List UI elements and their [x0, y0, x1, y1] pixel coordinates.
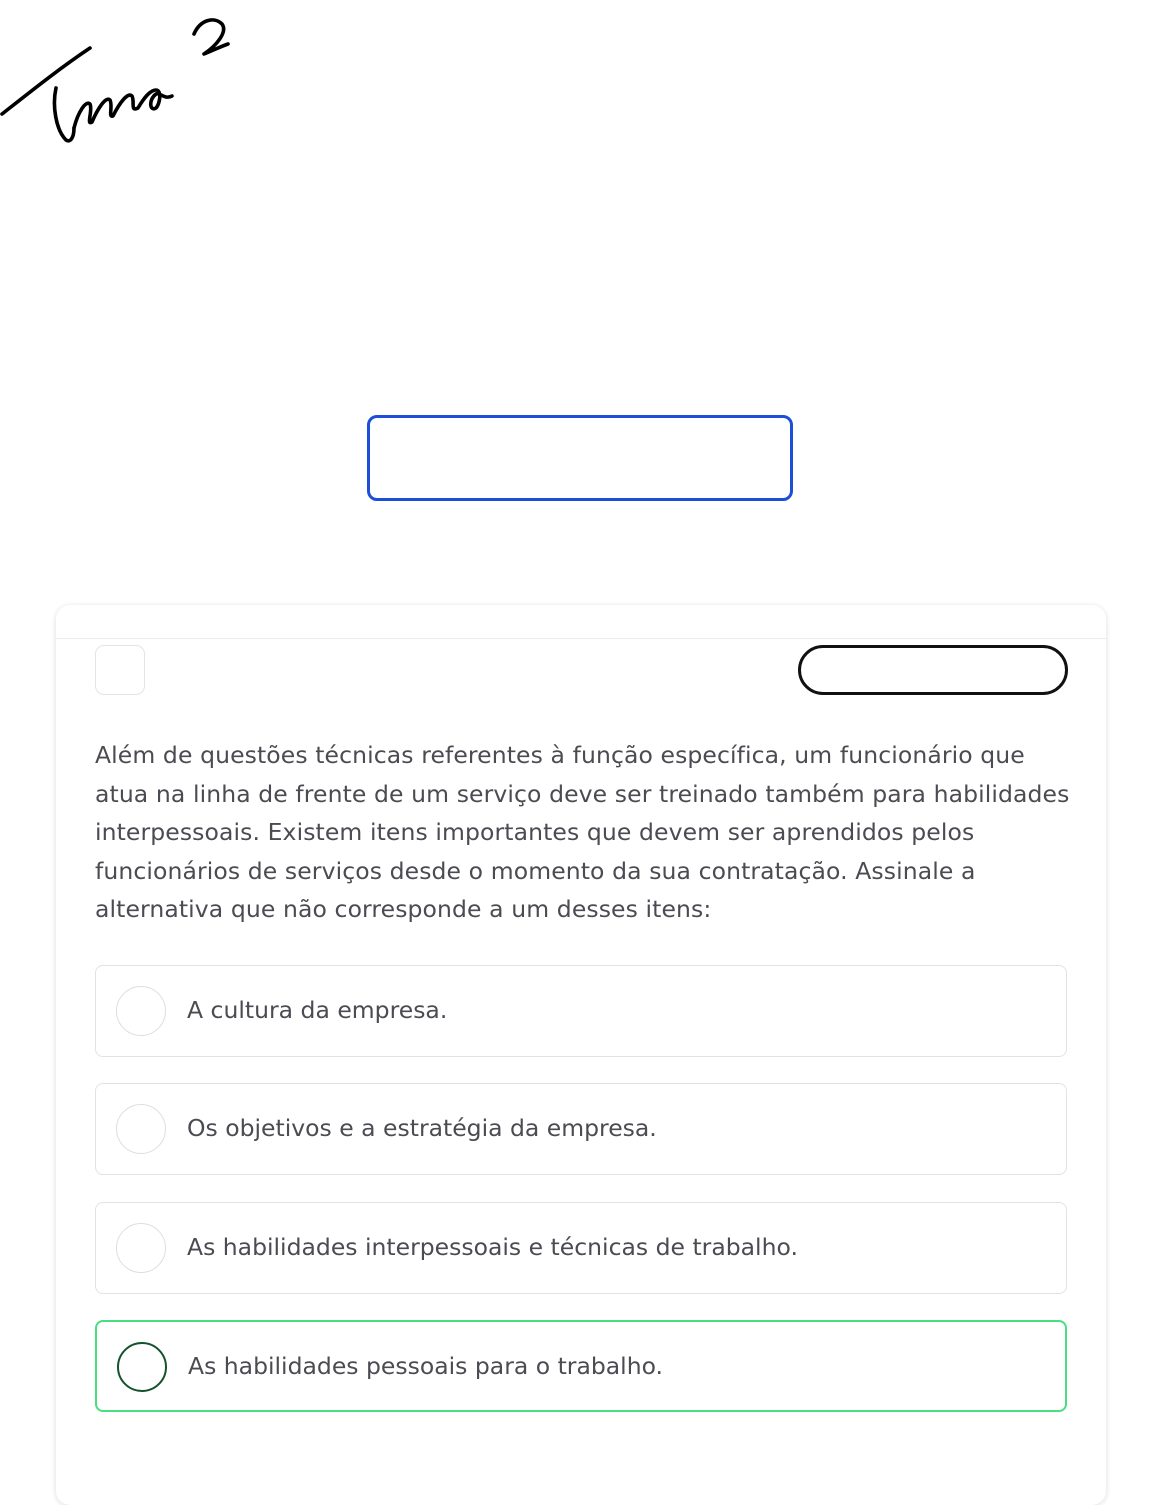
status-pill	[798, 645, 1068, 695]
question-text: Além de questões técnicas referentes à função específica, um funcionário que atua na linha de frente de um serviço deve ser treinado também para habilidades interpessoais. Existem itens importantes que devem ser aprendidos pelos funcionários de serviços desde o momento da sua contratação. Assinale a alternativa que não corresponde a um desses itens:	[95, 741, 1070, 923]
option-label: As habilidades interpessoais e técnicas de trabalho.	[187, 1233, 798, 1261]
radio-button[interactable]	[116, 1223, 166, 1273]
answer-option-b[interactable]	[95, 1083, 1067, 1175]
question-card	[56, 605, 1106, 1505]
answer-option-a[interactable]	[95, 965, 1067, 1057]
radio-button[interactable]	[116, 986, 166, 1036]
card-divider	[56, 638, 1106, 639]
handwritten-annotation	[0, 0, 240, 150]
radio-button[interactable]	[116, 1104, 166, 1154]
answer-option-c[interactable]	[95, 1202, 1067, 1294]
answer-option-d[interactable]	[95, 1320, 1067, 1412]
option-label: A cultura da empresa.	[187, 996, 448, 1024]
highlight-box	[367, 415, 793, 501]
option-label: Os objetivos e a estratégia da empresa.	[187, 1114, 657, 1142]
option-label: As habilidades pessoais para o trabalho.	[188, 1352, 664, 1380]
radio-button[interactable]	[117, 1342, 167, 1392]
question-number-box	[95, 645, 145, 695]
